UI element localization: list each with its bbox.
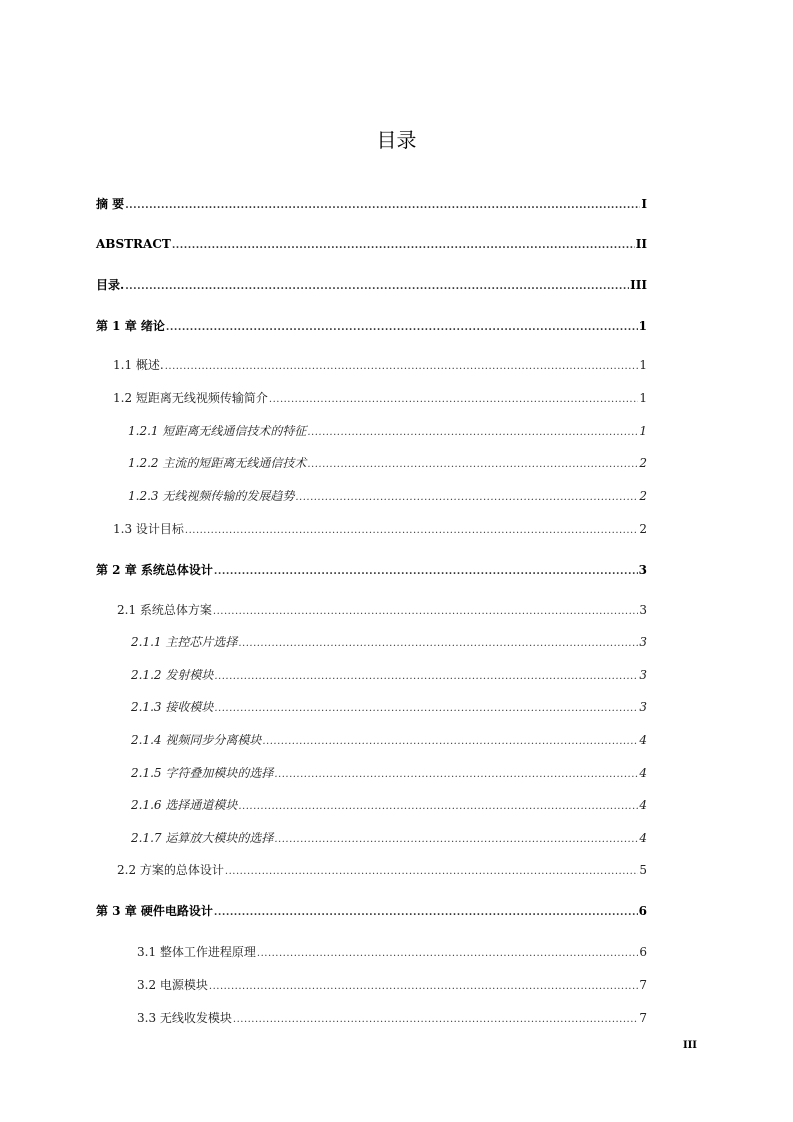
toc-entry-label: 2.1.6 选择通道模块 — [131, 798, 238, 812]
toc-leader-dots — [225, 864, 638, 880]
toc-page-number: 3 — [638, 563, 647, 577]
toc-leader-dots — [185, 523, 638, 539]
toc-leader-dots — [214, 564, 638, 580]
toc-page-number: 1 — [638, 319, 647, 333]
toc-page-number: 4 — [639, 831, 647, 845]
toc-leader-dots — [262, 734, 638, 750]
toc-entry-3-3[interactable] — [137, 1010, 647, 1028]
toc-leader-dots — [214, 669, 638, 685]
toc-entry-label: 2.1.7 运算放大模块的选择 — [131, 831, 274, 845]
toc-entry-label: 1.2 短距离无线视频传输简介 — [113, 391, 268, 405]
toc-leader-dots — [233, 1012, 638, 1028]
toc-entry-2-1-1[interactable] — [131, 634, 647, 652]
toc-leader-dots — [165, 359, 639, 375]
toc-entry-label: 2.2 方案的总体设计 — [117, 863, 224, 877]
toc-page-number: 2 — [639, 456, 647, 470]
toc-entry-2-2[interactable] — [117, 862, 647, 880]
toc-leader-dots — [125, 198, 640, 214]
page-title: 目录 — [376, 128, 417, 152]
toc-leader-dots — [209, 979, 638, 995]
toc-entry-label: 2.1.3 接收模块 — [131, 700, 214, 714]
toc-entry-label: 3.1 整体工作进程原理 — [137, 945, 256, 959]
toc-page-number: III — [630, 278, 647, 292]
toc-entry-label: 1.2.2 主流的短距离无线通信技术 — [128, 456, 307, 470]
toc-entry-label: 第 1 章 绪论 — [96, 319, 165, 333]
toc-leader-dots — [274, 832, 638, 848]
toc-leader-dots — [214, 905, 638, 921]
toc-entry-1-3[interactable] — [113, 521, 647, 539]
toc-entry-label: 目录. — [96, 278, 125, 292]
toc-entry-2-1-6[interactable] — [131, 797, 647, 815]
toc-page-number: II — [635, 237, 647, 251]
toc-entry-2-1[interactable] — [117, 602, 647, 620]
toc-entry-3-2[interactable] — [137, 977, 647, 995]
toc-page-number: 4 — [639, 798, 647, 812]
toc-entry-label: ABSTRACT — [96, 237, 171, 251]
toc-entry-abstract-en[interactable] — [96, 236, 647, 254]
toc-entry-contents[interactable] — [96, 277, 647, 295]
toc-page-number: 6 — [639, 945, 647, 959]
toc-page-number: 2 — [639, 489, 647, 503]
toc-entry-chapter-2[interactable] — [96, 562, 647, 580]
toc-entry-label: 2.1.2 发射模块 — [131, 668, 214, 682]
toc-entry-label: 第 2 章 系统总体设计 — [96, 563, 213, 577]
toc-leader-dots — [238, 636, 638, 652]
toc-leader-dots — [307, 457, 638, 473]
toc-entry-label: 2.1.5 字符叠加模块的选择 — [131, 766, 274, 780]
toc-page-number: 3 — [639, 603, 647, 617]
toc-entry-label: 2.1.4 视频同步分离模块 — [131, 733, 262, 747]
toc-entry-1-2[interactable] — [113, 390, 647, 408]
toc-page-number: 3 — [639, 700, 647, 714]
toc-leader-dots — [214, 701, 638, 717]
toc-leader-dots — [257, 946, 638, 962]
toc-leader-dots — [238, 799, 638, 815]
toc-page-number: 1 — [639, 391, 647, 405]
toc-page-number: 4 — [639, 733, 647, 747]
toc-page-number: 6 — [638, 904, 647, 918]
toc-page-number: 7 — [639, 978, 647, 992]
toc-entry-label: 1.3 设计目标 — [113, 522, 184, 536]
footer-page-number: III — [682, 1040, 697, 1051]
toc-entry-label: 1.1 概述. — [113, 358, 164, 372]
toc-entry-2-1-3[interactable] — [131, 699, 647, 717]
toc-leader-dots — [172, 238, 635, 254]
toc-entry-2-1-7[interactable] — [131, 830, 647, 848]
toc-entry-1-2-1[interactable] — [128, 423, 647, 441]
toc-leader-dots — [213, 604, 638, 620]
toc-entry-label: 3.3 无线收发模块 — [137, 1011, 232, 1025]
toc-page-number: 3 — [639, 668, 647, 682]
toc-leader-dots — [166, 320, 638, 336]
toc-entry-label: 3.2 电源模块 — [137, 978, 208, 992]
toc-page-number: 4 — [639, 766, 647, 780]
toc-entry-label: 1.2.3 无线视频传输的发展趋势 — [128, 489, 295, 503]
toc-entry-2-1-4[interactable] — [131, 732, 647, 750]
toc-entry-label: 2.1.1 主控芯片选择 — [131, 635, 238, 649]
toc-page-number: 1 — [639, 358, 647, 372]
toc-entry-2-1-2[interactable] — [131, 667, 647, 685]
toc-entry-label: 1.2.1 短距离无线通信技术的特征 — [128, 424, 307, 438]
toc-entry-chapter-1[interactable] — [96, 318, 647, 336]
toc-page-number: 1 — [639, 424, 647, 438]
toc-entry-1-2-3[interactable] — [128, 488, 647, 506]
toc-entry-label: 2.1 系统总体方案 — [117, 603, 212, 617]
toc-entry-1-1[interactable] — [113, 357, 647, 375]
toc-leader-dots — [125, 279, 629, 295]
toc-page-number: 7 — [639, 1011, 647, 1025]
toc-entry-chapter-3[interactable] — [96, 903, 647, 921]
toc-leader-dots — [269, 392, 638, 408]
toc-leader-dots — [274, 767, 638, 783]
toc-leader-dots — [295, 490, 638, 506]
toc-entry-3-1[interactable] — [137, 944, 647, 962]
toc-page-number: 5 — [639, 863, 647, 877]
toc-entry-label: 第 3 章 硬件电路设计 — [96, 904, 213, 918]
toc-leader-dots — [307, 425, 638, 441]
toc-page-number: 3 — [639, 635, 647, 649]
toc-entry-label: 摘 要 — [96, 197, 125, 211]
toc-page-number: 2 — [639, 522, 647, 536]
toc-page-number: I — [641, 197, 647, 211]
toc-entry-abstract-cn[interactable] — [96, 196, 647, 214]
toc-entry-2-1-5[interactable] — [131, 765, 647, 783]
toc-entry-1-2-2[interactable] — [128, 455, 647, 473]
